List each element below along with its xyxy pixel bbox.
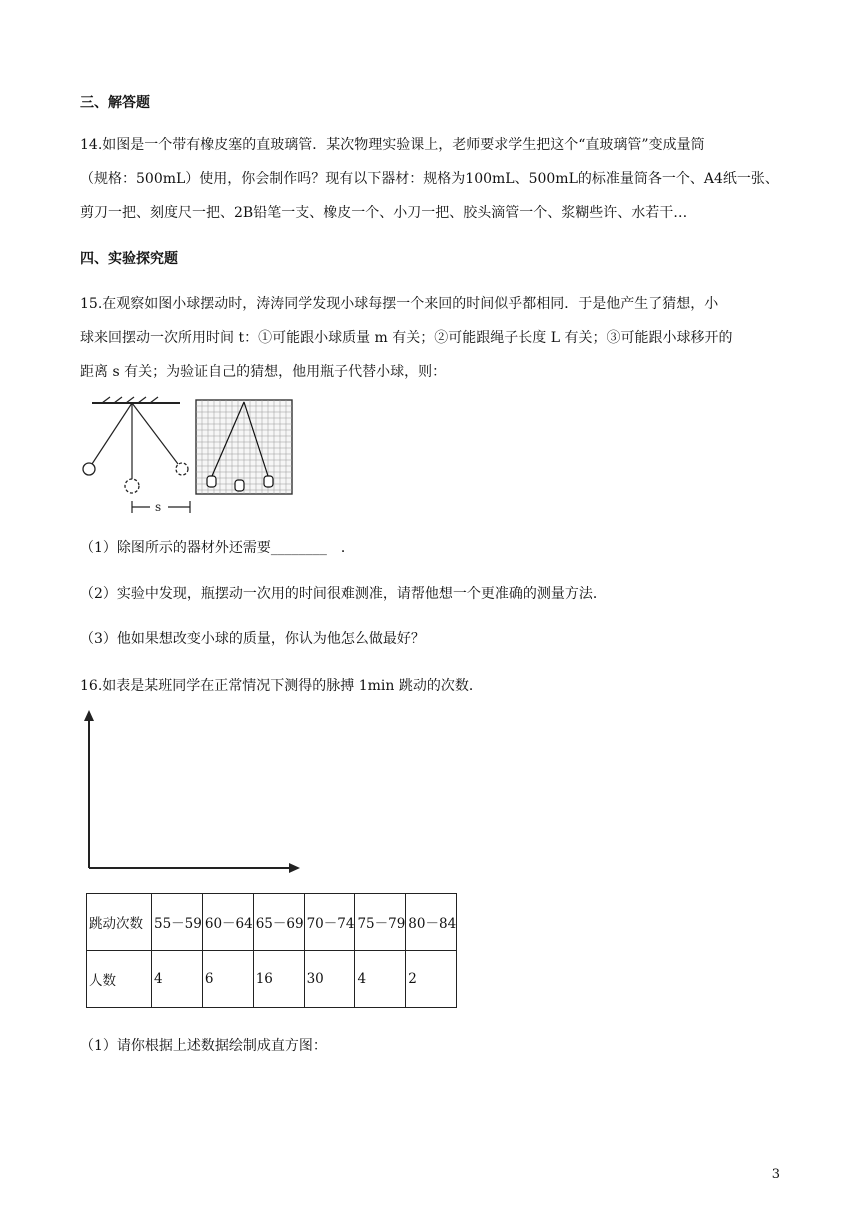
pendulum-ball-center <box>125 479 139 493</box>
table-cell: 2 <box>406 951 457 1008</box>
pendulum-string-left <box>92 403 132 464</box>
q16-intro: 16.如表是某班同学在正常情况下测得的脉搏 1min 跳动的次数． <box>80 678 483 694</box>
table-cell: 30 <box>304 951 355 1008</box>
q14-line-2: （规格：500mL）使用，你会制作吗？现有以下器材：规格为100mL、500mL的标准量筒各一个、A4纸一张、 <box>80 171 779 187</box>
table-cell: 80－84 <box>406 894 457 951</box>
distance-marker <box>132 499 190 514</box>
table-row <box>87 894 457 951</box>
pendulum-ball-right <box>176 463 188 475</box>
bottle-left <box>207 476 216 487</box>
table-cell: 16 <box>253 951 304 1008</box>
section-heading-3: 三、解答题 <box>80 95 150 111</box>
y-axis-arrow <box>84 710 94 721</box>
pendulum-ball-left <box>83 463 95 475</box>
table-row <box>87 951 457 1008</box>
table-cell: 55－59 <box>152 894 203 951</box>
q14-line-1: 14.如图是一个带有橡皮塞的直玻璃管．某次物理实验课上，老师要求学生把这个“直玻璃管”变成量筒 <box>80 137 705 153</box>
q15-sub-3: （3）他如果想改变小球的质量，你认为他怎么做最好？ <box>80 631 425 647</box>
q15-line-2: 球来回摆动一次所用时间 t：①可能跟小球质量 m 有关；②可能跟绳子长度 L 有关；③可能跟小球移开的 <box>80 330 733 346</box>
q15-line-1: 15.在观察如图小球摆动时，涛涛同学发现小球每摆一个来回的时间似乎都相同．于是他产生了猜想，小 <box>80 296 719 312</box>
pendulum-figure <box>80 395 295 520</box>
bottle-center <box>235 480 244 491</box>
table-cell: 6 <box>202 951 253 1008</box>
table-cell: 65－69 <box>253 894 304 951</box>
q15-line-3: 距离 s 有关；为验证自己的猜想，他用瓶子代替小球，则： <box>80 364 447 380</box>
table-cell: 人数 <box>87 951 152 1008</box>
bottle-right <box>264 476 273 487</box>
pendulum-ceiling <box>92 397 180 403</box>
histogram-axes <box>80 708 305 876</box>
grid-photo <box>196 400 292 494</box>
table-cell: 4 <box>355 951 406 1008</box>
x-axis-arrow <box>289 863 300 873</box>
table-cell: 75－79 <box>355 894 406 951</box>
q15-sub-2: （2）实验中发现，瓶摆动一次用的时间很难测准，请帮他想一个更准确的测量方法． <box>80 586 607 602</box>
question-15 <box>80 287 780 389</box>
distance-label: s <box>155 500 162 514</box>
q16-sub-1: （1）请你根据上述数据绘制成直方图： <box>80 1038 327 1054</box>
question-14 <box>80 128 780 230</box>
q14-line-3: 剪刀一把、刻度尺一把、2B铅笔一支、橡皮一个、小刀一把、胶头滴管一个、浆糊些许、水若干… <box>80 205 688 221</box>
page-number: 3 <box>771 1167 780 1182</box>
pendulum-string-right <box>132 403 178 464</box>
q15-sub-1: （1）除图所示的器材外还需要________ ． <box>80 540 355 556</box>
pulse-table <box>86 893 457 1008</box>
section-heading-4: 四、实验探究题 <box>80 251 178 267</box>
table-cell: 4 <box>152 951 203 1008</box>
table-cell: 60－64 <box>202 894 253 951</box>
table-cell: 跳动次数 <box>87 894 152 951</box>
table-cell: 70－74 <box>304 894 355 951</box>
